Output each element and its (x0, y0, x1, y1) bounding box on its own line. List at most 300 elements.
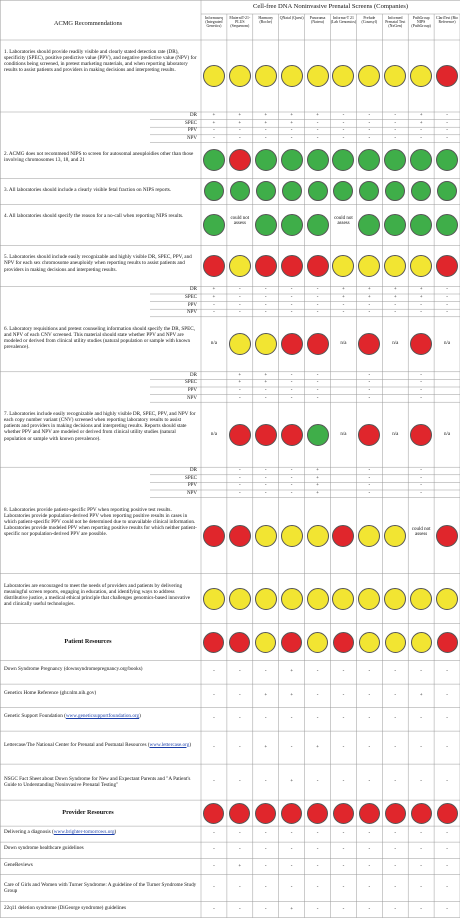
metric-symbol: + (316, 475, 319, 481)
metric-symbol: - (420, 863, 422, 869)
metric-symbol: - (290, 863, 293, 869)
company-header-3: QNatal (Quest) (279, 15, 304, 20)
metric-symbol: - (213, 135, 215, 141)
recommendation-text: 1. Laboratories should provide readily visible and clearly stated detection rate (DR), specificity (SPEC), positive predictive value (PPV), and negative predictive value (NPV) for conditions being screened, in pretest marketing materials, and when reporting laboratory results to assist patients and providers in making decisions and interpreting results. (4, 49, 197, 74)
metric-symbol: - (213, 128, 215, 134)
metric-symbol: - (394, 692, 397, 698)
metric-label: NPV (186, 135, 197, 141)
rating-circle (229, 333, 251, 355)
metric-symbol: - (342, 744, 345, 750)
metric-symbol: + (367, 295, 371, 300)
metric-symbol: - (420, 669, 422, 675)
rating-circle (281, 65, 303, 87)
metric-label: PPV (187, 483, 197, 489)
metric-symbol: - (264, 468, 267, 474)
metric-symbol: - (394, 779, 397, 785)
metric-symbol: - (446, 128, 448, 134)
not-applicable-label: n/a (443, 431, 451, 437)
recommendation-text: 8. Laboratories provide patient-specific PPV when reporting positive test results. Laboratories provide population-derived PPV when reporting positive results in cases in which patient-specific PPV could not be determined due to unavailable clinical information. Laboratories provide modeled PPV when reporting positive results for which neither patient-specific nor population-derived PPV are possible. (4, 506, 197, 537)
metric-symbol: - (368, 779, 371, 785)
metric-symbol: - (213, 885, 215, 891)
metric-symbol: - (316, 906, 319, 912)
recommendation-text: 7. Laboratories include easily recognizable and highly visible DR, SPEC, PPV, and NPV for each copy number variant (CNV) screened when reporting laboratory results to assist patients and providers in making decisions and interpreting results. Reports should state whether PPV and NPV are modeled or derived from clinical utility studies (natural population or sample with known prevalence). (4, 411, 196, 442)
rating-circle (410, 255, 432, 277)
metric-symbol: - (239, 135, 241, 141)
rating-circle (307, 525, 329, 547)
metric-symbol: - (290, 295, 293, 300)
metric-label: NPV (186, 491, 197, 496)
metric-symbol: + (342, 295, 345, 300)
recommendation-text: 6. Laboratory requisitions and pretest counseling information should specify the DR, SPEC, and NPV of each CNV screened. This material should state whether PPV and NPV are modeled or derived from clinical utility studies (natural population or sample with known prevalence). (4, 325, 196, 351)
rating-circle (410, 588, 432, 610)
metric-symbol: - (368, 885, 371, 891)
metric-symbol: - (264, 669, 267, 675)
rating-circle (203, 588, 225, 610)
rating-circle (359, 632, 380, 653)
metric-symbol: - (213, 669, 215, 675)
rating-circle (411, 632, 432, 653)
rating-circle (281, 588, 303, 610)
metric-symbol: - (446, 113, 448, 118)
rating-circle (437, 632, 458, 653)
metric-symbol: - (316, 395, 319, 401)
metric-symbol: - (420, 310, 422, 316)
not-applicable-label: n/a (210, 341, 217, 347)
rating-circle (255, 255, 277, 277)
metric-symbol: - (420, 372, 422, 378)
metric-symbol: - (420, 302, 422, 308)
metric-symbol: - (316, 135, 319, 141)
metric-symbol: - (213, 744, 215, 750)
rating-circle (333, 803, 354, 824)
metric-symbol: - (420, 468, 422, 474)
metric-symbol: - (290, 287, 293, 293)
metric-symbol: - (446, 906, 448, 912)
rating-circle (410, 424, 432, 446)
rating-circle (229, 255, 251, 277)
metric-symbol: - (368, 831, 371, 837)
rating-circle (229, 632, 250, 653)
metric-symbol: - (368, 388, 371, 393)
metric-symbol: - (342, 113, 345, 118)
recommendation-text: 5. Laboratories should include easily recognizable and highly visible DR, SPEC, PPV, and NPV for each sex chromosome aneuploidy when reporting results to assist patients and providers in making decisions and interpreting results. (4, 254, 192, 273)
metric-symbol: - (446, 287, 448, 293)
metric-symbol: - (368, 120, 371, 126)
metric-symbol: - (342, 779, 345, 785)
rating-circle (307, 803, 328, 824)
metric-symbol: - (420, 885, 422, 891)
metric-symbol: + (212, 113, 216, 118)
metric-symbol: - (316, 831, 319, 837)
metric-symbol: - (290, 310, 293, 316)
metric-symbol: - (290, 372, 293, 378)
recommendation-text (0, 741, 201, 772)
metric-symbol: - (316, 128, 319, 134)
metric-symbol: - (239, 483, 241, 489)
company-header-1: MaterniT-21-PLUS (Sequenom) (229, 15, 251, 29)
metric-symbol: - (342, 120, 345, 126)
metric-symbol: - (420, 831, 422, 837)
rating-circle (255, 424, 277, 446)
metric-symbol: - (290, 380, 293, 386)
rating-circle (307, 255, 329, 277)
rating-circle (385, 632, 406, 653)
metric-symbol: - (368, 906, 371, 912)
rating-circle (307, 333, 329, 355)
metric-symbol: - (342, 716, 345, 722)
recommendation-text: Down syndrome healthcare guidelines (4, 845, 84, 852)
rating-circle (255, 333, 277, 355)
metric-symbol: - (290, 831, 293, 837)
rating-circle (203, 214, 225, 236)
recommendation-text: NSGC Fact Sheet about Down Syndrome for New and Expectant Parents and "A Patient's Guide to Understanding Noninvasive Prenatal Testing" (4, 776, 191, 789)
metric-symbol: - (213, 692, 215, 698)
could-not-assess-label: could not assess (230, 215, 250, 227)
metric-symbol: - (264, 475, 267, 481)
metric-symbol: - (213, 831, 215, 837)
resource-text: Lettercase/The National Center for Prenatal and Postnatal Resources ( (4, 741, 150, 748)
metric-symbol: + (264, 380, 268, 386)
company-header-2: Harmony (Roche) (258, 15, 274, 24)
metric-symbol: + (342, 287, 345, 293)
rating-circle (255, 588, 277, 610)
not-applicable-label: n/a (392, 431, 399, 437)
metric-symbol: - (264, 491, 267, 496)
metric-symbol: - (446, 847, 448, 853)
not-applicable-label: n/a (340, 431, 347, 437)
metric-symbol: - (420, 475, 422, 481)
metric-label: SPEC (185, 295, 197, 300)
metric-symbol: - (368, 395, 371, 401)
rating-circle (437, 803, 458, 824)
acmg-recommendations-header: ACMG Recommendations (53, 20, 123, 27)
metric-symbol: - (316, 380, 319, 386)
metric-symbol: - (316, 692, 319, 698)
metric-symbol: - (239, 847, 241, 853)
rating-circle (203, 255, 225, 277)
metric-symbol: - (342, 692, 345, 698)
metric-symbol: - (420, 847, 422, 853)
metric-symbol: - (239, 310, 241, 316)
metric-symbol: - (239, 128, 241, 134)
metric-label: NPV (186, 395, 197, 401)
metric-symbol: - (368, 310, 371, 316)
metric-symbol: - (264, 885, 267, 891)
metric-symbol: + (238, 113, 242, 118)
metric-symbol: - (420, 744, 422, 750)
metric-symbol: - (264, 135, 267, 141)
metric-symbol: - (368, 491, 371, 496)
metric-symbol: - (420, 906, 422, 912)
rating-circle (332, 525, 354, 547)
company-header-5: Informa-T 21 (Lab Genomics) (330, 15, 357, 24)
rating-circle (281, 149, 303, 171)
metric-symbol: - (316, 287, 319, 293)
rating-circle (307, 214, 329, 236)
metric-symbol: - (394, 831, 397, 837)
metric-symbol: - (342, 863, 345, 869)
metric-symbol: + (238, 863, 242, 869)
metric-symbol: - (290, 128, 293, 134)
metric-symbol: - (316, 120, 319, 126)
metric-symbol: - (264, 395, 267, 401)
rating-circle (308, 181, 328, 201)
metric-symbol: - (290, 491, 293, 496)
resource-text-end: ) (114, 829, 117, 836)
metric-symbol: - (239, 669, 241, 675)
metric-symbol: - (264, 295, 267, 300)
metric-symbol: - (264, 388, 267, 393)
metric-symbol: - (420, 491, 422, 496)
rating-circle (203, 525, 225, 547)
rating-circle (358, 525, 380, 547)
rating-circle (436, 255, 458, 277)
metric-symbol: + (290, 113, 294, 118)
metric-symbol: + (212, 295, 216, 300)
metric-symbol: + (264, 120, 268, 126)
metric-symbol: - (264, 831, 267, 837)
metric-symbol: - (342, 831, 345, 837)
metric-symbol: - (239, 744, 241, 750)
recommendation-text (0, 828, 201, 842)
metric-symbol: - (239, 287, 241, 293)
rating-circle (255, 632, 276, 653)
metric-symbol: + (419, 120, 423, 126)
metric-symbol: - (316, 885, 319, 891)
metric-symbol: - (394, 310, 397, 316)
metric-symbol: - (446, 135, 448, 141)
metric-symbol: - (368, 302, 371, 308)
metric-symbol: - (213, 310, 215, 316)
rating-circle (255, 149, 277, 171)
rating-circle (255, 525, 277, 547)
metric-symbol: - (446, 295, 448, 300)
metric-symbol: - (290, 744, 293, 750)
metric-symbol: - (316, 779, 319, 785)
not-applicable-label: n/a (210, 431, 217, 437)
rating-circle (307, 588, 329, 610)
rating-circle (282, 181, 302, 201)
metric-symbol: - (446, 831, 448, 837)
rating-circle (281, 214, 303, 236)
metric-symbol: - (316, 716, 319, 722)
screens-companies-title: Cell-free DNA Noninvasive Prenatal Screens (Companies) (252, 3, 409, 10)
rating-circle (255, 803, 276, 824)
metric-symbol: - (342, 302, 345, 308)
resource-link[interactable]: www.lettercase.org (149, 741, 190, 748)
resource-text: Delivering a diagnosis ( (4, 829, 54, 836)
metric-symbol: - (394, 302, 397, 308)
metric-symbol: - (394, 885, 397, 891)
metric-symbol: - (264, 287, 267, 293)
rating-circle (333, 632, 354, 653)
metric-symbol: - (316, 295, 319, 300)
metric-symbol: + (264, 744, 268, 750)
metric-symbol: - (368, 847, 371, 853)
metric-symbol: + (290, 692, 294, 698)
metric-symbol: - (368, 716, 371, 722)
rating-circle (436, 525, 458, 547)
metric-symbol: - (446, 885, 448, 891)
metric-symbol: + (367, 287, 371, 293)
metric-symbol: - (316, 372, 319, 378)
metric-symbol: + (393, 295, 397, 300)
metric-symbol: - (446, 310, 448, 316)
rating-circle (359, 803, 380, 824)
metric-symbol: - (394, 113, 397, 118)
metric-symbol: - (316, 302, 319, 308)
metric-symbol: + (212, 120, 216, 126)
metric-symbol: + (264, 372, 268, 378)
rating-circle (229, 803, 250, 824)
metric-symbol: + (290, 669, 294, 675)
resource-text-end: ) (139, 713, 141, 720)
metric-label: SPEC (185, 120, 197, 126)
metric-symbol: - (290, 483, 293, 489)
recommendation-text: 22q11 deletion syndrome (DiGeorge syndrome) guidelines (4, 904, 127, 911)
metric-symbol: - (239, 295, 241, 300)
metric-symbol: - (264, 716, 267, 722)
metric-symbol: - (290, 475, 293, 481)
metric-symbol: - (264, 847, 267, 853)
metric-symbol: - (420, 128, 422, 134)
company-header-9: ClariTest (Bio Reference) (435, 15, 459, 24)
rating-circle (410, 214, 432, 236)
company-header-8: PathGroup NIPS (PathGroup) (411, 15, 431, 29)
metric-label: DR (190, 372, 197, 378)
rating-circle (281, 525, 303, 547)
metric-label: DR (190, 113, 197, 118)
metric-symbol: - (239, 302, 241, 308)
metric-symbol: - (446, 716, 448, 722)
metric-symbol: - (394, 135, 397, 141)
metric-label: SPEC (185, 380, 197, 386)
metric-symbol: - (213, 847, 215, 853)
metric-symbol: - (290, 716, 293, 722)
rating-circle (229, 525, 251, 547)
company-header-0: Informaseq (Integrated Genetics) (205, 15, 223, 29)
metric-symbol: - (446, 669, 448, 675)
rating-circle (307, 424, 329, 446)
metric-symbol: - (290, 885, 293, 891)
not-applicable-label: n/a (443, 341, 451, 347)
metric-symbol: - (342, 885, 345, 891)
metric-symbol: + (316, 468, 319, 474)
metric-symbol: - (420, 380, 422, 386)
metric-label: PPV (187, 128, 197, 134)
metric-label: NPV (186, 310, 197, 316)
metric-symbol: - (368, 128, 371, 134)
metric-symbol: - (342, 906, 345, 912)
metric-symbol: + (290, 779, 294, 785)
rating-circle (307, 632, 328, 653)
rating-circle (384, 214, 406, 236)
metric-symbol: - (368, 468, 371, 474)
recommendation-text: Care of Girls and Women with Turner Syndrome: A guideline of the Turner Syndrome Study Group (4, 882, 197, 895)
resource-link[interactable]: www.brighter-tomorrows.org (53, 829, 115, 836)
metric-symbol: - (446, 744, 448, 750)
recommendation-text: Genetics Home Reference (ghr.nlm.nih.gov) (4, 689, 97, 696)
rating-circle (411, 803, 432, 824)
metric-symbol: - (446, 692, 448, 698)
rating-circle (384, 588, 406, 610)
metric-symbol: - (290, 395, 293, 401)
metric-symbol: + (238, 120, 242, 126)
recommendation-text (0, 712, 201, 734)
rating-circle (436, 65, 458, 87)
recommendation-text: 2. ACMG does not recommend NIPS to screen for autosomal aneuploidies other than those involving chromosomes 13, 18, and 21 (4, 151, 194, 164)
metric-symbol: + (264, 692, 268, 698)
metric-symbol: - (213, 906, 215, 912)
not-applicable-label: n/a (340, 341, 347, 347)
metric-label: DR (190, 468, 197, 474)
rating-circle (384, 525, 406, 547)
metric-symbol: - (264, 779, 267, 785)
metric-symbol: + (212, 287, 216, 293)
metric-symbol: - (342, 669, 345, 675)
rating-circle (255, 214, 277, 236)
company-header-4: Panorama (Natera) (309, 15, 326, 24)
metric-symbol: - (239, 468, 241, 474)
metric-symbol: - (394, 669, 397, 675)
resource-link[interactable]: www.geneticsupportfoundation.org (65, 713, 140, 720)
metric-symbol: - (420, 135, 422, 141)
metric-symbol: - (368, 863, 371, 869)
metric-symbol: - (264, 483, 267, 489)
rating-circle (281, 424, 303, 446)
metric-symbol: - (342, 310, 345, 316)
metric-symbol: - (316, 310, 319, 316)
section-heading: Provider Resources (62, 809, 114, 817)
metric-symbol: + (316, 744, 319, 750)
metric-symbol: - (446, 779, 448, 785)
metric-symbol: - (368, 669, 371, 675)
metric-symbol: - (316, 669, 319, 675)
metric-label: SPEC (185, 475, 197, 481)
rating-circle (203, 65, 225, 87)
recommendation-text: Down Syndrome Pregnancy (downsyndromepregnancy.org/books) (4, 666, 143, 673)
metric-symbol: - (420, 483, 422, 489)
rating-circle (281, 255, 303, 277)
rating-circle (307, 65, 329, 87)
metric-symbol: - (368, 380, 371, 386)
metric-symbol: - (239, 906, 241, 912)
rating-circle (358, 424, 380, 446)
rating-circle (410, 65, 432, 87)
rating-circle (281, 803, 302, 824)
metric-symbol: + (393, 287, 397, 293)
metric-symbol: - (394, 906, 397, 912)
metric-symbol: - (290, 135, 293, 141)
metric-symbol: - (342, 135, 345, 141)
recommendation-text: GeneReviews (4, 861, 33, 868)
metric-symbol: - (213, 716, 215, 722)
company-header-6: Prelude (Counsyl) (361, 15, 378, 24)
metric-symbol: - (368, 744, 371, 750)
metric-symbol: - (213, 863, 215, 869)
metric-symbol: - (290, 847, 293, 853)
metric-symbol: - (420, 779, 422, 785)
metric-symbol: - (368, 483, 371, 489)
rating-circle (229, 588, 251, 610)
metric-symbol: - (213, 779, 215, 785)
section-heading: Patient Resources (64, 638, 112, 646)
metric-symbol: - (368, 475, 371, 481)
metric-symbol: - (239, 388, 241, 393)
metric-symbol: - (264, 863, 267, 869)
resource-text: Genetic Support Foundation ( (4, 713, 66, 720)
metric-symbol: - (394, 863, 397, 869)
